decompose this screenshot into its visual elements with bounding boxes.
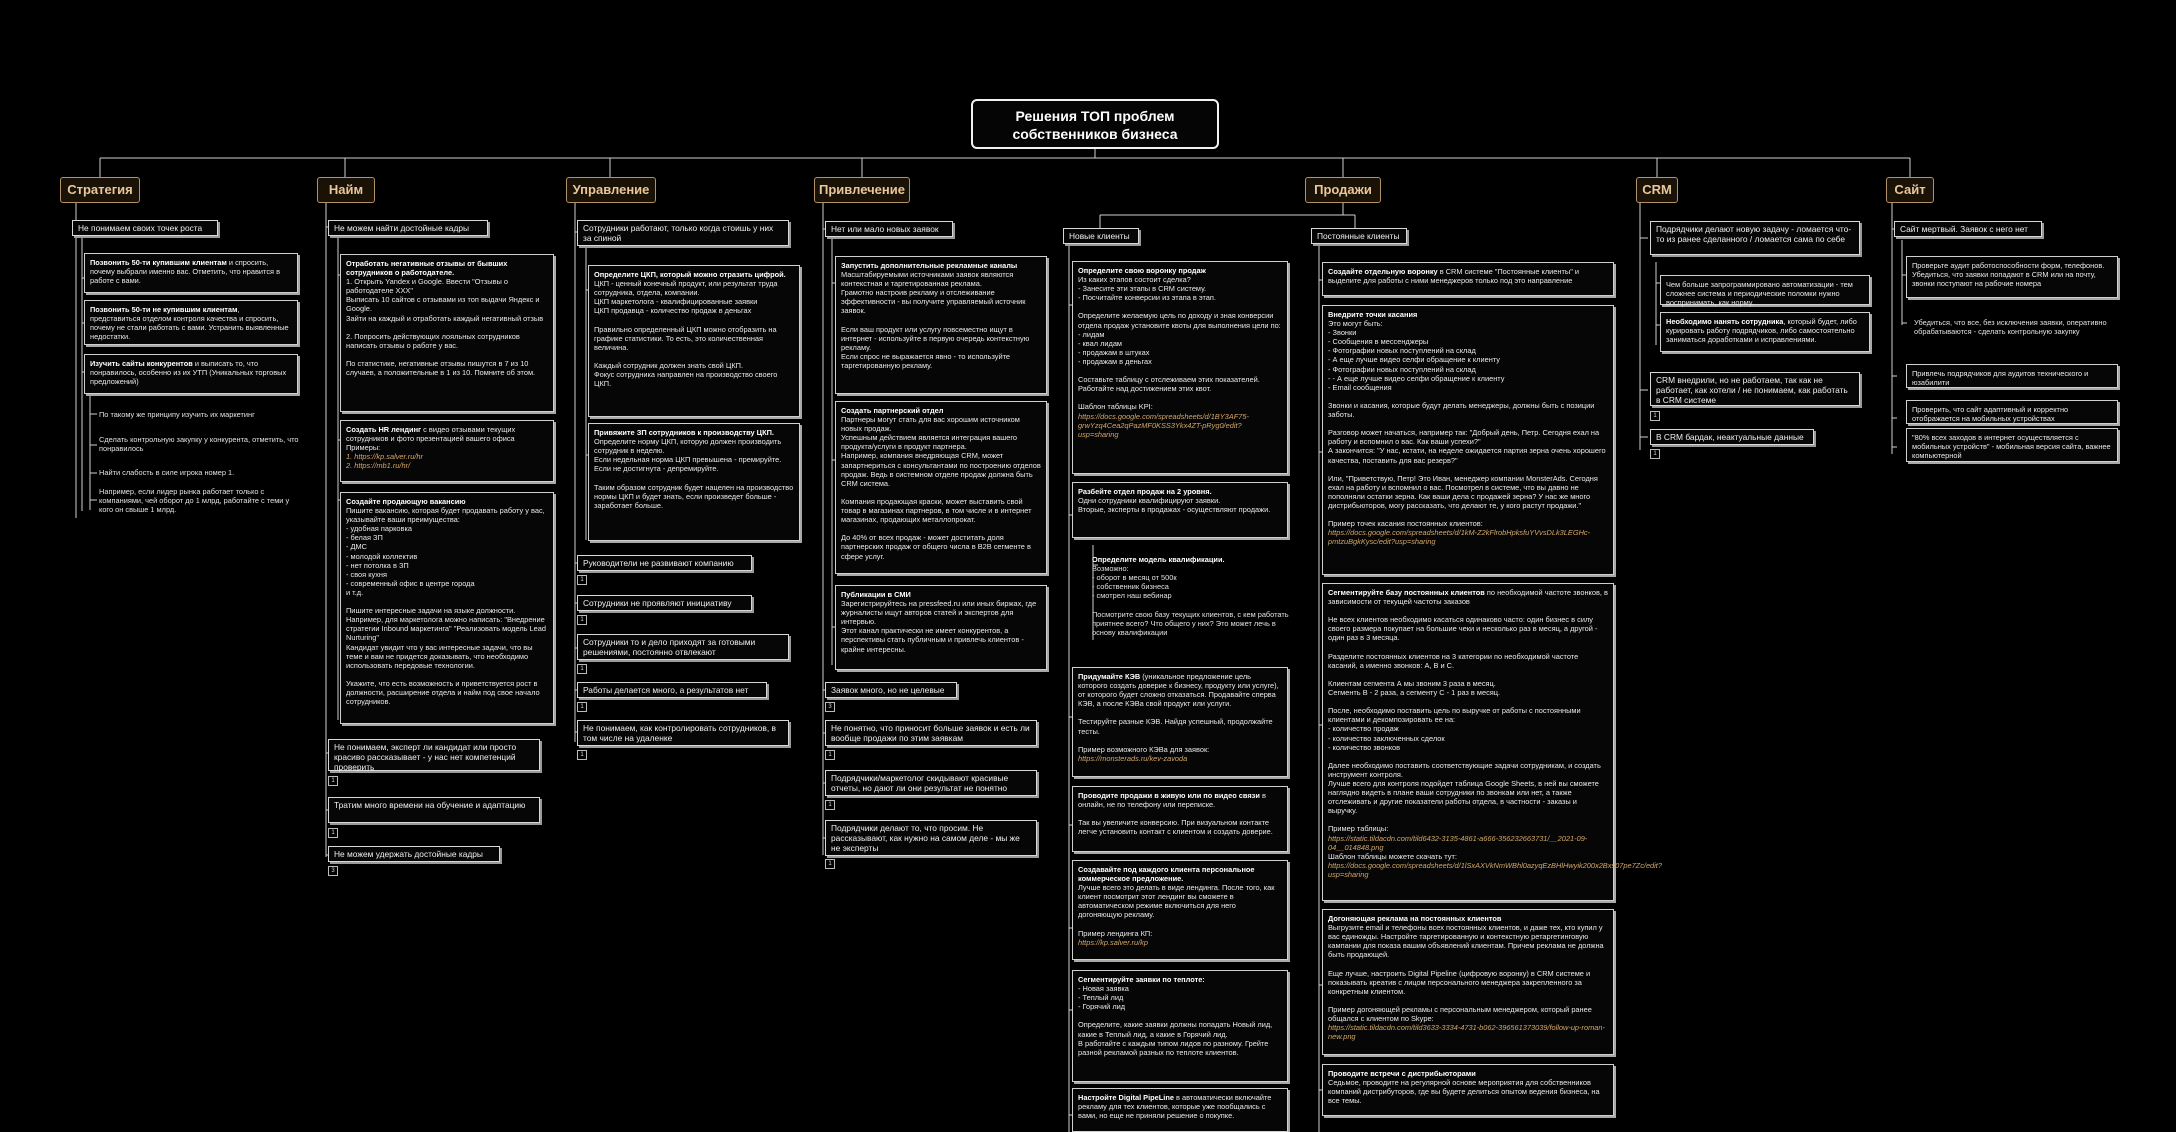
hiring-problem-retention[interactable]: Не можем удержать достойные кадры: [328, 846, 500, 862]
strategy-card-nonbuyers-body: , представиться отделом контроля качества и спросить, почему не стали работать с вами. Устранить выявленные недостатки.: [90, 305, 289, 342]
hiring-card-vacancy-title: Создайте продающую вакансию: [346, 497, 466, 506]
sales-card-retarget-title: Догоняющая реклама на постоянных клиентов: [1328, 914, 1502, 923]
sales-card-video[interactable]: [1072, 786, 1288, 852]
category-crm[interactable]: [1636, 177, 1678, 203]
sales-card-regular-funnel-title: Создайте отдельную воронку: [1328, 267, 1438, 276]
sales-card-funnel-body: Из каких этапов состоит сделка? - Занесите эти этапы в CRM систему. - Посчитайте конверсии из этапа в этап. Определите желаемую цель по доходу и зная конверсии отдела продаж установите квоты для выполнения цели по: - лидам - квал лидам - продажам в штуках - продажам в деньгах Составьте таблицу с отслеживаем этих показателей. Работайте над достижением этих квот. Шаблон таблицы KPI:: [1078, 275, 1281, 412]
category-acquisition-label: Привлечение: [819, 182, 905, 197]
management-card-salary-title: Привяжите ЗП сотрудников к производству ЦКП.: [594, 428, 774, 437]
sales-card-segments[interactable]: [1072, 970, 1288, 1082]
sales-regular-clients[interactable]: Постоянные клиенты: [1311, 228, 1407, 244]
acquisition-card-partners-title: Создать партнерский отдел: [841, 406, 944, 415]
management-card-ckp-body: ЦКП - ценный конечный продукт, или результат труда сотрудника, отдела, компании. ЦКП маркетолога - квалифицированные заявки ЦКП продавца - количество продаж в деньгах Правильно определенный ЦКП можно отобразить на графике статистики. То есть, это количественная величина. Каждый сотрудник должен знать свой ЦКП. Фокус сотрудника направлен на производство своего ЦКП.: [594, 279, 778, 389]
hiring-problem[interactable]: Не можем найти достойные кадры: [328, 220, 488, 236]
acquisition-problem-sources[interactable]: Не понятно, что приносит больше заявок и есть ли вообще продажи по этим заявкам: [825, 720, 1037, 746]
management-card-salary-body: Определите норму ЦКП, которую должен производить сотрудник в неделю. Если недельная норма ЦКП превышена - премируйте. Если не достигнута - депремируйте. Таким образом сотрудник будет нацелен на производство нормы ЦКП и будет знать, если произведет больше - заработает больше.: [594, 437, 794, 510]
strategy-card-buyers-title: Позвонить 50-ти купившим клиентам: [90, 258, 227, 267]
sales-card-kp-title: Создавайте под каждого клиента персональное коммерческое предложение.: [1078, 865, 1255, 884]
management-card-salary[interactable]: [588, 423, 800, 541]
category-hiring-label: Найм: [328, 182, 364, 197]
sales-card-video-title: Проводите продажи в живую или по видео связи: [1078, 791, 1260, 800]
acquisition-badge-contractors[interactable]: 1: [825, 859, 835, 869]
sales-card-touchpoints-body: Это могут быть: - Звонки - Сообщения в мессенджеры - Фотографии новых поступлений на склад - А еще лучше видео селфи обращение к клиенту - Фотографии новых поступлений на склад - - А еще лучше видео селфи обращение к клиенту - Email сообщения Звонки и касания, которые будут делать менеджеры, должны быть с позиции заботы. Разговор может начаться, например так: "Добрый день, Петр. Сегодня ехал на работу и вспомнил о вас. Как ваши успехи?" А закончится: "У нас, кстати, на неделе ожидается партия зерна очень хорошего качества, поставить для вас резерв?" Или, "Приветствую, Петр! Это Иван, менеджер компании MonsterAds. Сегодня ехал на работу и вспомнил о вас. Посмотрел в системе, что вы давно не пополняли остатки зерна. Как ваши дела с продажей зерна? У нас же много дистрибьюторов, могу рассказать, что делают те, у кого растут продажи." Пример точек касания постоянных клиентов:: [1328, 319, 1606, 529]
sales-card-touchpoints[interactable]: [1322, 305, 1614, 575]
management-problem[interactable]: Сотрудники работают, только когда стоишь у них за спиной: [577, 220, 789, 246]
sales-card-meetings[interactable]: [1322, 1064, 1614, 1116]
site-card-forms[interactable]: Проверьте аудит работоспособности форм, телефонов. Убедиться, что заявки попадают в CRM или на почту, звонки поступают на рабочие номера: [1906, 256, 2118, 298]
sales-link-kp[interactable]: https://kp.salver.ru/kp: [1078, 937, 1148, 947]
sales-card-meetings-body: Седьмое, проводите на регулярной основе мероприятия для собственников компаний дистрибуторов, где вы будете делиться опытом ведения бизнеса, на все темы.: [1328, 1078, 1600, 1106]
sales-card-regular-funnel[interactable]: [1322, 262, 1614, 296]
sales-card-retarget[interactable]: [1322, 909, 1614, 1055]
hiring-card-hr-examples: Примеры:: [346, 443, 381, 453]
acquisition-problem-nontarget[interactable]: Заявок много, но не целевые: [825, 682, 957, 698]
category-acquisition[interactable]: [814, 177, 910, 203]
strategy-card-nonbuyers-title: Позвонить 50-ти не купившим клиентам: [90, 305, 238, 314]
sales-card-funnel-title: Определите свою воронку продаж: [1078, 266, 1206, 275]
management-badge-results[interactable]: 1: [577, 702, 587, 712]
strategy-card-buyers[interactable]: [84, 253, 298, 293]
hiring-card-reviews-body: 1. Открыть Yandex и Google. Ввести "Отзывы о работодателе XXX" Выписать 10 сайтов с отзывами из топ выдачи Яндекс и Google. Зайти на каждый и отработать каждый негативный отзыв 2. Попросить действующих лояльных сотрудников написать отзывы о работе у вас. По статистике, негативные отзывы пишутся в 7 из 10 случаев, а положительные в 1 из 10. Помните об этом.: [346, 277, 544, 378]
sales-card-retarget-body: Выгрузите email и телефоны всех постоянных клиентов, и даже тех, кто купил у вас единожды. Настройте таргетированную и контекстную ретаргетинговую кампании для показа вашим объявлений клиентам. Причем реклама не должна быть продающей. Еще лучше, настроить Digital Pipeline (цифровую воронку) в CRM системе и показывать креатив с лицом персонального менеджера закрепленного за конкретным клиентом. Пример догоняющей рекламы с персональным менеджером, который ранее общался с клиентом по Skype:: [1328, 923, 1604, 1024]
category-sales-label: Продажи: [1314, 182, 1372, 197]
sales-card-regular-funnel-body: в CRM системе "Постоянные клиенты" и выделите для работы с ними менеджеров только под это направление: [1328, 267, 1579, 286]
crm-badge-mess[interactable]: 1: [1650, 449, 1660, 459]
strategy-card-competitors-title: Изучить сайты конкурентов: [90, 359, 193, 368]
hiring-badge-retention[interactable]: 3: [328, 866, 338, 876]
sales-card-kp-body: Лучше всего это делать в виде лендинга. После того, как клиент посмотрит этот лендинг вы сможете в автоматическом режиме включиться для него догоняющую рекламу. Пример лендинга КП:: [1078, 883, 1275, 938]
management-card-ckp[interactable]: [588, 265, 800, 417]
hiring-card-vacancy[interactable]: [340, 492, 554, 724]
hiring-badge-expert[interactable]: 1: [328, 776, 338, 786]
site-card-audit[interactable]: Привлечь подрядчиков для аудитов технического и юзабилити: [1906, 364, 2118, 388]
crm-note-hire[interactable]: [1660, 312, 1870, 352]
category-crm-label: CRM: [1642, 182, 1672, 197]
strategy-note-weakness: Найти слабость в силе игрока номер 1.: [99, 468, 235, 477]
category-strategy-label: Стратегия: [67, 182, 133, 197]
acquisition-card-ads-title: Запустить дополнительные рекламные каналы: [841, 261, 1018, 270]
acquisition-card-partners-body: Партнеры могут стать для вас хорошим источником новых продаж. Успешным действием является интеграция вашего продукта/услуги в продукт партнера. Например, компания внедряющая CRM, может запартнериться с консультантами по построению отделов продаж. Ведь в системном отделе продаж должна быть CRM система. Компания продающая краски, может выставить свой товар в магазинах партнеров, в том числе и в интернет магазинах, продающих металлопрокат. До 40% от всех продаж - может доститать доля партнерских продаж от общего числа в B2B сегменте в сфере услуг.: [841, 415, 1041, 561]
strategy-note-marketing: По такому же принципу изучить их маркетинг: [99, 410, 255, 419]
sales-card-split-title: Разбейте отдел продаж на 2 уровня.: [1078, 487, 1212, 496]
hiring-card-hr-landing-title: Создать HR лендинг: [346, 425, 422, 434]
strategy-card-buyers-body: и спросить, почему выбрали именно вас. Отметить, что нравится в работе с вами.: [90, 258, 280, 286]
sales-card-kev-body: (уникальное предложение цель которого создать доверие к бизнесу, продукту или услуге), от которого будет сложно отказаться. Продавайте сперва КЭВ, а после КЭВа свой продукт или услуги. Тестируйте разные КЭВ. Найдя успешный, продолжайте тесты. Пример возможного КЭВа для заявок:: [1078, 672, 1279, 754]
sales-card-kev[interactable]: [1072, 667, 1288, 777]
hiring-card-hr-landing-body: с видео отзывами текущих сотрудников и фото презентацией вашего офиса: [346, 425, 516, 444]
hiring-link-mb1[interactable]: 2. https://mb1.ru/hr/: [346, 461, 411, 471]
sales-card-kp[interactable]: [1072, 860, 1288, 960]
category-site-label: Сайт: [1894, 182, 1926, 197]
category-sales[interactable]: [1305, 177, 1381, 203]
site-note-test-purchase: Убедиться, что все, без исключения заявки, оперативно обрабатываются - сделать контрольную закупку: [1914, 318, 2107, 337]
sales-link-abc-template[interactable]: https://docs.google.com/spreadsheets/d/1lSxAXVkNmWBhl0azyqEzBHlHwyik200x2Bxs07pe7Zc/edit?usp=sharing: [1328, 860, 1662, 879]
acquisition-problem-reports[interactable]: Подрядчики/маркетолог скидывают красивые отчеты, но дают ли они результат не понятно: [825, 770, 1037, 796]
hiring-link-kp[interactable]: 1. https://kp.salver.ru/hr: [346, 452, 423, 462]
crm-problem-mess[interactable]: В CRM бардак, неактуальные данные: [1650, 429, 1814, 445]
site-card-mobile[interactable]: "80% всех заходов в интернет осуществляется с мобильных устройств" - мобильная версия сайта, важнее компьютерной: [1906, 428, 2118, 462]
sales-card-abc-body: по необходимой частоте звонков, в зависимости от текущей частоты заказов Не всех клиентов необходимо касаться одинаково часто: один бизнес в силу своего размера покупает на большие чеки и несколько раз в месяц, а другой - один раз в 3 месяца. Разделите постоянных клиентов на 3 категории по необходимой частоте касаний, а именно звонков: A, B и C. Клиентам сегмента А мы звоним 3 раза в месяц. Сегменть В - 2 раза, а сегменту С - 1 раз в месяц. После, необходимо поставить цель по выручке от работы с постоянными клиентами и декомпозировать ее на: - количество продаж - количество заключенных сделок - количество звонков Далее необходимо поставить соответствующие задачи сотрудникам, и создать инструмент контроля. Лучше всего для контроля подойдет таблица Google Sheets, в ней вы сможете наглядно видеть в плане ваши сотрудники по звонкам или нет, а также отслеживать и другие показатели работы отдела, в частности - заказы и выручку. Пример таблицы:: [1328, 588, 1608, 834]
sales-note-qualification-title: Определите модель квалификации.: [1092, 555, 1225, 564]
sales-link-retarget[interactable]: https://static.tildacdn.com/tild3633-3334-4731-b062-396561373039/follow-up-roman-new.png: [1328, 1023, 1605, 1042]
category-management-label: Управление: [572, 182, 650, 197]
sales-card-funnel[interactable]: [1072, 261, 1288, 474]
sales-new-clients[interactable]: Новые клиенты: [1063, 228, 1139, 244]
acquisition-card-partners[interactable]: [835, 401, 1047, 574]
management-problem-results[interactable]: Работы делается много, а результатов нет: [577, 682, 767, 698]
management-problem-control[interactable]: Не понимаем, как контролировать сотрудников, в том числе на удаленке: [577, 720, 789, 746]
crm-badge-not-used[interactable]: 1: [1650, 411, 1660, 421]
strategy-problem[interactable]: Не понимаем своих точек роста: [72, 220, 218, 236]
acquisition-problem[interactable]: Нет или мало новых заявок: [825, 221, 953, 237]
crm-problem[interactable]: Подрядчики делают новую задачу - ломается что-то из ранее сделанного / ломается сама по себе: [1650, 221, 1860, 255]
sales-card-pipeline[interactable]: [1072, 1088, 1288, 1132]
hiring-card-hr-landing[interactable]: [340, 420, 554, 482]
sales-card-meetings-title: Проводите встречи с дистрибьюторами: [1328, 1069, 1476, 1078]
sales-card-pipeline-title: Настройте Digital PipeLine: [1078, 1093, 1174, 1102]
acquisition-card-ads[interactable]: [835, 256, 1047, 394]
acquisition-card-media[interactable]: [835, 585, 1047, 670]
sales-card-video-body: в онлайн, не по телефону или переписке. Так вы увеличите конверсию. При визуальном контакте легче установить контакт с клиентом и создать доверие.: [1078, 791, 1273, 837]
management-badge-control[interactable]: 1: [577, 750, 587, 760]
strategy-card-competitors[interactable]: [84, 354, 298, 394]
management-problem-leaders[interactable]: Руководители не развивают компанию: [577, 555, 752, 571]
sales-link-kev[interactable]: https://monsterads.ru/kev-zavoda: [1078, 753, 1188, 763]
acquisition-problem-contractors[interactable]: Подрядчики делают то, что просим. Не рассказывают, как нужно на самом деле - мы же не эксперты: [825, 820, 1037, 856]
sales-card-abc-title: Сегментируйте базу постоянных клиентов: [1328, 588, 1485, 597]
category-management[interactable]: [566, 177, 656, 203]
sales-note-qualification-body: Возможно: - оборот в месяц от 500к - собственник бизнеса - смотрел наш вебинар Посмотрите свою базу текущих клиентов, с кем работать приятнее всего? Что общего у них? Это может лечь в основу квалификации: [1092, 564, 1289, 637]
sales-link-touchpoints[interactable]: https://docs.google.com/spreadsheets/d/1kM-Z2kFlrobHpksfuYVvsDLk3LEGHc-pmtzuBgkKysc/edit?usp=sharing: [1328, 528, 1591, 547]
management-card-ckp-title: Определите ЦКП, который можно отразить цифрой.: [594, 270, 786, 279]
acquisition-badge-sources[interactable]: 1: [825, 750, 835, 760]
crm-note-hire-body: , который будет, либо курировать работу подрядчиков, либо самостоятельно заниматься доработками и исправлениями.: [1666, 317, 1857, 345]
category-strategy[interactable]: [60, 177, 140, 203]
sales-card-touchpoints-title: Внедрите точки касания: [1328, 310, 1418, 319]
acquisition-card-media-title: Публикации в СМИ: [841, 590, 911, 599]
hiring-card-vacancy-body: Пишите вакансию, которая будет продавать работу у вас, указывайте ваши преимущества: - удобная парковка - белая ЗП - ДМС - молодой коллектив - нет потолка в ЗП - своя кухня - современный офис в центре города и т.д. Пишите интересные задачи на языке должности. Например, для маркетолога можно написать: "Внедрение стратегии Inbound маркетинга" "Реализовать модель Lead Nurturing" Кандидат увидит что у вас интересные задачи, что вы теме и вам не придется доказывать, что необходимо использовать передовые технологии. Укажите, что есть возможность и приветствуется рост в должности, расширение отдела и найм под свое начало сотрудников.: [346, 506, 546, 707]
management-badge-leaders[interactable]: 1: [577, 575, 587, 585]
acquisition-card-ads-body: Масштабируемыми источниками заявок являются контекстная и таргетированная реклама. Грамотно настроив рекламу и отслеживание эффективности - вы получите управляемый источник заявок. Если ваш продукт или услугу повсеместно ищут в интернет - используйте в первую очередь контекстную рекламу. Если спрос не выражается явно - то используйте таргетированную рекламу.: [841, 270, 1030, 371]
management-problem-initiative[interactable]: Сотрудники не проявляют инициативу: [577, 595, 752, 611]
sales-card-segments-body: - Новая заявка - Теплый лид - Горячий лид Определите, какие заявки должны попадать Новый лид, какие в Теплый лид, а какие в Горячий лид. В работайте с каждым типом лидов по разному. Грейте разной рекламой разных по теплоте клиентов.: [1078, 984, 1273, 1057]
hiring-problem-training[interactable]: Тратим много времени на обучение и адаптацию: [328, 797, 540, 823]
acquisition-badge-nontarget[interactable]: 3: [825, 702, 835, 712]
sales-card-split[interactable]: [1072, 482, 1288, 538]
hiring-problem-expert[interactable]: Не понимаем, эксперт ли кандидат или просто красиво рассказывает - у нас нет компетенций проверить: [328, 739, 540, 771]
management-problem-distract[interactable]: Сотрудники то и дело приходят за готовыми решениями, постоянно отвлекают: [577, 634, 789, 660]
strategy-card-competitors-body: и выписать то, что понравилось, особенно из их УТП (Уникальных торговых предложений): [90, 359, 287, 387]
sales-card-split-body: Одни сотрудники квалифицируют заявки. Вторые, эксперты в продажах - осуществляют продажи.: [1078, 496, 1271, 515]
sales-card-pipeline-body: в автоматически включайте рекламу для тех клиентов, которые уже пообщались с вами, но еще не приняли решение о покупке.: [1078, 1093, 1272, 1121]
root-node[interactable]: [971, 99, 1219, 149]
sales-link-abc-example[interactable]: https://static.tildacdn.com/tild6432-3135-4861-a666-356232663731/__2021-09-04__014848.png: [1328, 833, 1588, 852]
sales-card-segments-title: Сегментируйте заявки по теплоте:: [1078, 975, 1205, 984]
hiring-badge-training[interactable]: 1: [328, 828, 338, 838]
sales-link-kpi[interactable]: https://docs.google.com/spreadsheets/d/1BY3AF75-grwYzq4Cea2qPazMF0KSS3Ykx4ZT-pRyg0/edit?usp=sharing: [1078, 411, 1249, 439]
category-hiring[interactable]: [317, 177, 375, 203]
site-problem[interactable]: Сайт мертвый. Заявок с него нет: [1894, 221, 2042, 237]
site-card-adaptive[interactable]: Проверить, что сайт адаптивный и корректно отображается на мобильных устройствах: [1906, 400, 2118, 424]
crm-note-hire-title: Необходимо нанять сотрудника: [1666, 317, 1784, 326]
crm-note-complexity[interactable]: Чем больше запрограммировано автоматизации - тем сложнее система и периодические поломки нужно воспринимать, как норму.: [1660, 275, 1870, 305]
strategy-note-example: Например, если лидер рынка работает только с компаниями, чей оборот до 1 млрд, работайте с теми у кого он свыше 1 млрд.: [99, 487, 290, 515]
sales-card-abc[interactable]: [1322, 583, 1662, 901]
strategy-note-purchase: Сделать контрольную закупку у конкурента, отметить, что понравилось: [99, 435, 299, 454]
crm-problem-not-used[interactable]: CRM внедрили, но не работаем, так как не работает, как хотели / не понимаем, как работать в CRM системе: [1650, 372, 1860, 406]
sales-card-kev-title: Придумайте КЭВ: [1078, 672, 1141, 681]
root-title: Решения ТОП проблем собственников бизнеса: [1012, 108, 1178, 142]
acquisition-card-media-body: Зарегистрируйтесь на pressfeed.ru или иных биржах, где журналисты ищут авторов статей и экспертов для интервью. Этот канал практически не имеет конкурентов, а перспективы стать публичным и привлечь клиентов - крайне интересны.: [841, 599, 1037, 654]
sales-note-qualification: [1092, 555, 1292, 655]
hiring-card-reviews[interactable]: [340, 254, 554, 412]
hiring-card-reviews-title: Отработать негативные отзывы от бывших сотрудников о работодателе.: [346, 259, 508, 278]
strategy-card-nonbuyers[interactable]: [84, 300, 298, 345]
acquisition-badge-reports[interactable]: 1: [825, 800, 835, 810]
sales-card-abc-template: Шаблон таблицы можете скачать тут:: [1328, 851, 1457, 861]
management-badge-distract[interactable]: 1: [577, 664, 587, 674]
management-badge-initiative[interactable]: 1: [577, 615, 587, 625]
category-site[interactable]: [1886, 177, 1934, 203]
